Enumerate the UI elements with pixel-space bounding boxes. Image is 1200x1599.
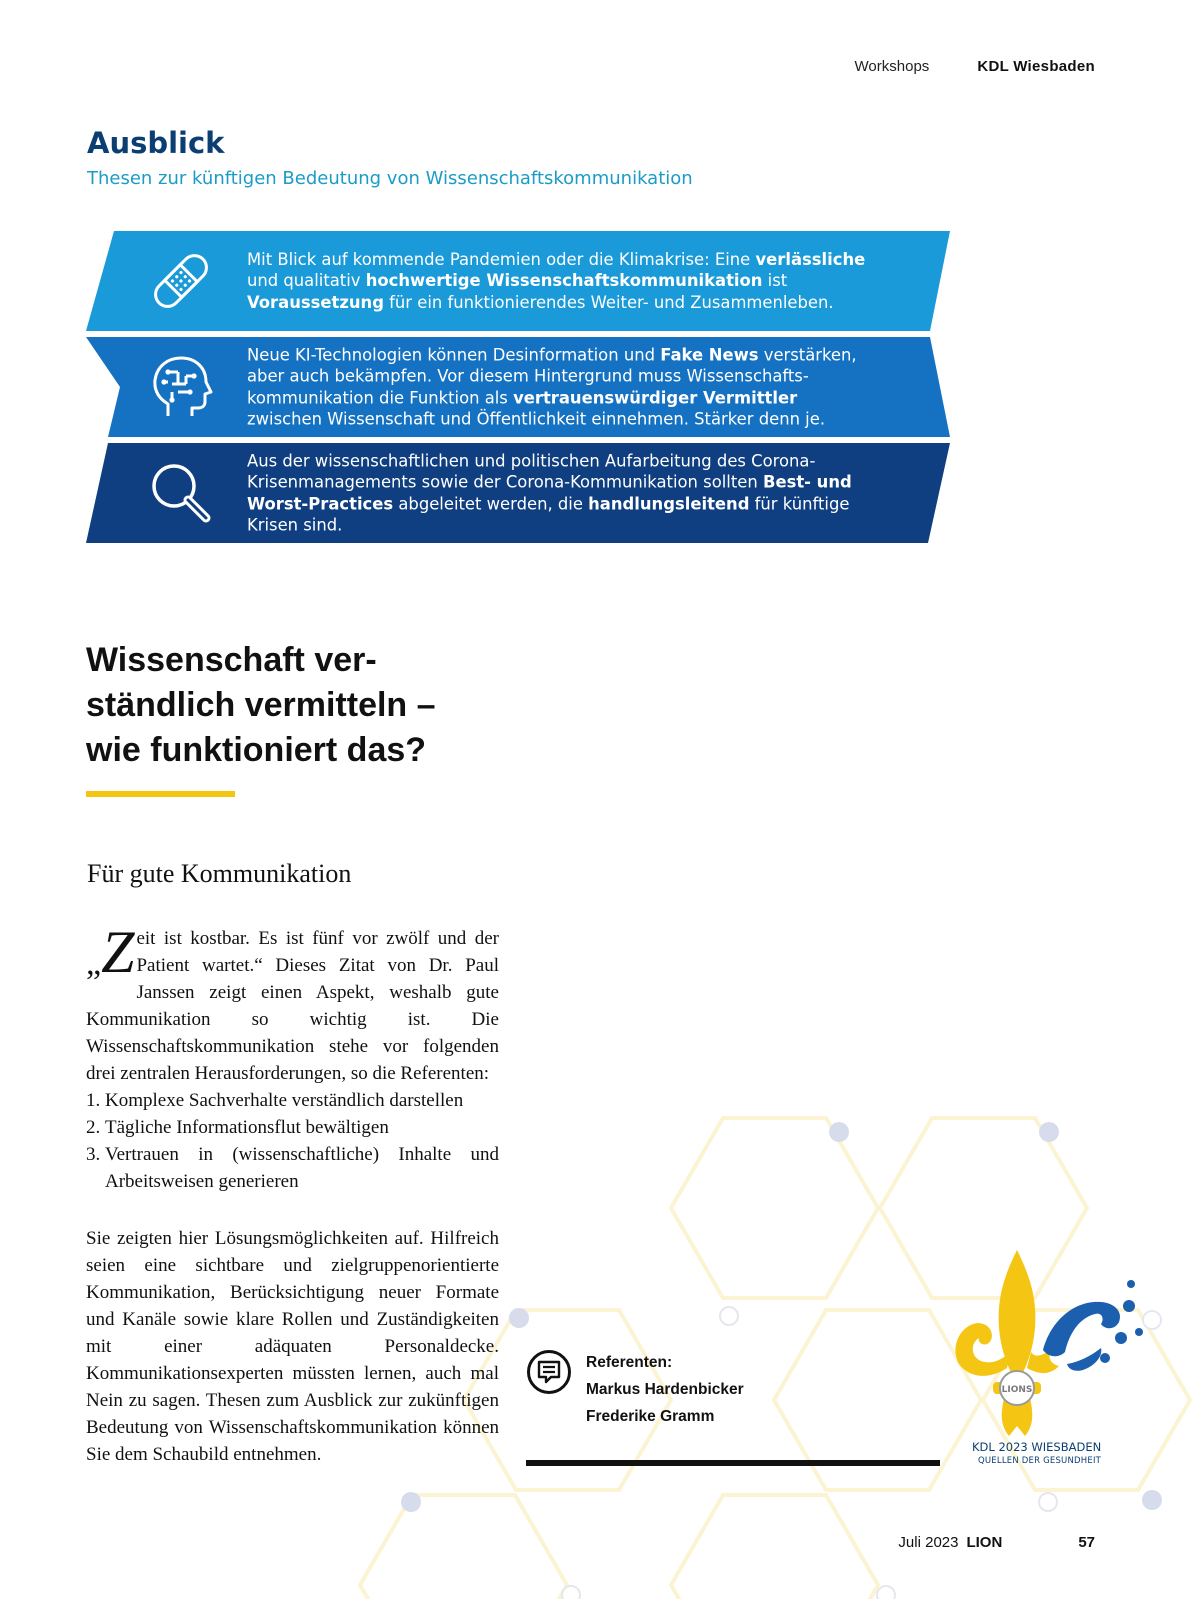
thesis-line (247, 387, 928, 408)
emphasis-text: Fake News (660, 345, 759, 365)
infographic-title: Ausblick (87, 126, 225, 160)
magnifier-icon (148, 460, 214, 526)
speakers-label: Referenten: (586, 1354, 673, 1371)
page-footer (898, 1534, 1095, 1551)
list-item-text: Vertrauen in (wissenschaftliche) Inhalte und Arbeitsweisen generieren (105, 1144, 499, 1192)
list-item (86, 1087, 499, 1114)
thesis-text-run: abgeleitet werden, die (393, 494, 589, 513)
thesis-text-1 (247, 249, 928, 313)
emphasis-text: Voraussetzung (247, 292, 384, 312)
magazine-name: LION (966, 1534, 1003, 1551)
thesis-text-run: Mit Blick auf kommende Pandemien oder die Klimakrise: Eine (247, 250, 756, 270)
thesis-text-run: verstärken, (758, 345, 857, 365)
thesis-line (247, 292, 928, 313)
thesis-text-run: Krisenmanagements sowie der Corona-Kommunikation sollten (247, 472, 763, 492)
thesis-text-run: Aus der wissenschaftlichen und politischen Aufarbeitung des Corona- (247, 451, 816, 471)
list-item (86, 1141, 499, 1195)
thesis-line (247, 249, 928, 270)
article-subheading: Für gute Kommunikation (87, 859, 352, 888)
headline-line: Wissenschaft ver- (86, 641, 377, 679)
article-paragraph-1 (86, 919, 499, 1195)
list-item-text: Tägliche Informationsflut bewältigen (105, 1117, 389, 1138)
thesis-text-2 (247, 344, 928, 429)
thesis-line (247, 344, 928, 365)
speaker-name: Markus Hardenbicker (586, 1381, 744, 1398)
thesis-line (247, 493, 928, 514)
thesis-line (247, 408, 928, 429)
page-number: 57 (1078, 1534, 1095, 1551)
challenges-list (86, 1087, 499, 1195)
thesis-text-run: für künftige (749, 494, 850, 513)
thesis-text-3 (247, 450, 928, 535)
list-number: 2. (86, 1117, 101, 1138)
section-title: KDL Wiesbaden (977, 58, 1095, 75)
thesis-text-run: kommunikation die Funktion als (247, 388, 514, 407)
speech-bubble-icon (526, 1349, 572, 1395)
drop-cap (86, 919, 135, 987)
emphasis-text: verlässliche (755, 250, 866, 270)
bandage-icon (148, 248, 214, 314)
logo-caption: KDL 2023 WIESBADEN (972, 1440, 1102, 1454)
thesis-text-run: Neue KI-Technologien können Desinformation und (247, 345, 661, 365)
logo-tagline: QUELLEN DER GESUNDHEIT (978, 1456, 1102, 1466)
section-label: Workshops (854, 58, 930, 75)
article-paragraph-2: Sie zeigten hier Lösungsmöglichkeiten auf. Hilfreich seien eine sichtbare und zielgruppenorientierte Kommunikation, Berücksichtigung neuer Formate und Kanäle sowie klare Rollen und Zuständigkeiten mit einer adäquaten Personaldecke. Kommunikationsexperten müssten lernen, auch mal Nein zu sagen. Thesen zum Ausblick zur zukünftigen Bedeutung von Wissenschaftskommunikation können Sie dem Schaubild entnehmen. (86, 1228, 499, 1465)
list-number: 3. (86, 1144, 101, 1165)
thesis-text-run: für ein funktionierendes Weiter- und Zusammenleben. (383, 292, 834, 312)
emphasis-text: hochwertige Wissenschaftskommunikation (365, 271, 763, 291)
drop-cap-letter: Z (101, 919, 135, 985)
logo-emblem-text: LIONS (1001, 1385, 1033, 1395)
thesis-text-run: Krisen sind. (247, 515, 343, 535)
infographic-subtitle: Thesen zur künftigen Bedeutung von Wissenschaftskommunikation (87, 168, 693, 189)
thesis-line (247, 514, 928, 535)
thesis-line (247, 450, 928, 471)
list-number: 1. (86, 1090, 101, 1111)
thesis-line (247, 472, 928, 493)
emphasis-text: Best- und (762, 472, 852, 492)
ai-head-icon (148, 354, 214, 420)
headline-accent-bar (86, 791, 235, 797)
thesis-text-run: zwischen Wissenschaft und Öffentlichkeit einnehmen. Stärker denn je. (247, 409, 826, 429)
list-item-text: Komplexe Sachverhalte verständlich darstellen (105, 1090, 464, 1111)
speaker-name: Frederike Gramm (586, 1408, 715, 1425)
thesis-text-run: und qualitativ (247, 271, 366, 291)
thesis-banner-1 (86, 231, 950, 331)
emphasis-text: handlungsleitend (588, 494, 750, 513)
running-head (855, 58, 1095, 75)
drop-cap-quote: „ (86, 945, 102, 982)
headline-line: ständlich vermitteln – (86, 686, 436, 724)
emphasis-text: Worst-Practices (247, 494, 394, 513)
paragraph-text: eit ist kostbar. Es ist fünf vor zwölf und der Patient wartet.“ Dieses Zitat von Dr. Paul Janssen zeigt einen Aspekt, weshalb gute Kommunikation so wichtig ist. Die Wissenschaftskommunikation stehe vor folgenden drei zentralen Herausforderungen, so die Referenten: (86, 928, 499, 1084)
thesis-line (247, 366, 928, 387)
speakers-rule (526, 1460, 940, 1466)
issue-date: Juli 2023 (898, 1534, 959, 1551)
thesis-banner-3 (86, 443, 950, 543)
thesis-banner-2 (86, 337, 950, 437)
thesis-text-run: aber auch bekämpfen. Vor diesem Hintergrund muss Wissenschafts- (247, 366, 809, 386)
article-headline (86, 638, 506, 773)
list-item (86, 1114, 499, 1141)
thesis-text-run: ist (762, 271, 788, 291)
thesis-line (247, 270, 928, 291)
speakers-list (586, 1349, 744, 1430)
emphasis-text: vertrauenswürdiger Vermittler (513, 388, 798, 407)
headline-line: wie funktioniert das? (86, 731, 427, 769)
